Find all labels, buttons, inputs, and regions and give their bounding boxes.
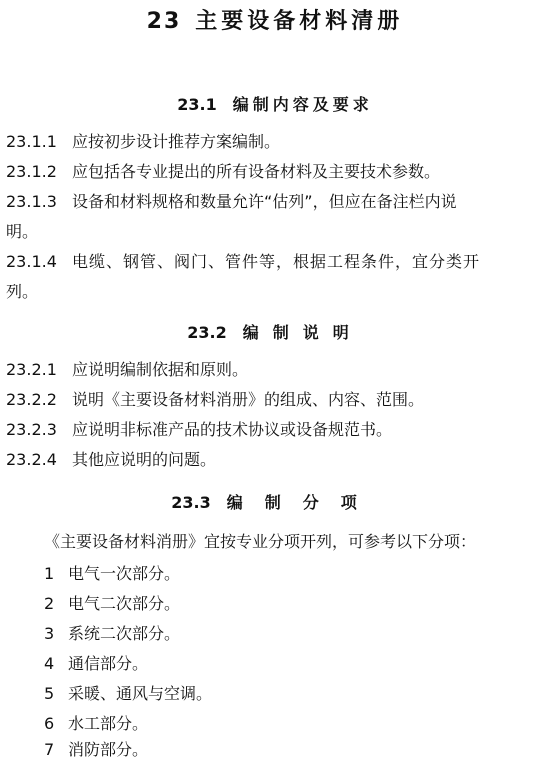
clause-number: 23.2.1 [6,360,57,379]
clause-continuation: 明。 [6,222,39,241]
list-item-text: 采暖、通风与空调。 [68,684,213,703]
chapter-number: 23 [146,9,182,34]
list-item-number: 6 [44,714,55,733]
clause-line [6,358,546,382]
list-item-text: 电气一次部分。 [68,564,181,583]
clause-continuation: 列。 [6,282,39,301]
list-item-number: 2 [44,594,55,613]
clause-line [6,250,546,274]
clause-text: 应按初步设计推荐方案编制。 [72,132,281,151]
section-number: 23.2 [187,323,227,342]
list-item-text: 通信部分。 [68,654,149,673]
list-item-number: 5 [44,684,55,703]
clause-number: 23.2.4 [6,450,57,469]
clause-line [6,388,546,412]
clause-line [6,130,546,154]
section-heading-text: 编制说明 [242,323,363,342]
clause-text: 说明《主要设备材料消册》的组成、内容、范围。 [72,390,425,409]
clause-text: 设备和材料规格和数量允许“估列”，但应在备注栏内说 [72,192,457,211]
section-heading [0,92,550,115]
clause-text: 应包括各专业提出的所有设备材料及主要技术参数。 [72,162,441,181]
clause-line [6,190,546,214]
list-item [44,592,180,616]
list-item [44,622,180,646]
list-item-text: 消防部分。 [68,740,149,759]
chapter-title-text: 主要设备材料清册 [195,9,404,34]
list-item-number: 4 [44,654,55,673]
list-item-text: 水工部分。 [68,714,149,733]
list-item-number: 1 [44,564,55,583]
clause-text: 其他应说明的问题。 [72,450,217,469]
list-item-number: 3 [44,624,55,643]
clause-number: 23.2.3 [6,420,57,439]
section-number: 23.1 [177,95,217,114]
list-item-text: 电气二次部分。 [68,594,181,613]
section-heading [0,320,550,343]
section-heading [0,490,550,513]
list-item-number: 7 [44,740,55,759]
section-heading-text: 编制分项 [226,493,379,512]
clause-number: 23.1.3 [6,192,57,211]
list-item [44,738,148,762]
list-item [44,652,148,676]
section-number: 23.3 [171,493,211,512]
list-intro: 《主要设备材料消册》宜按专业分项开列，可参考以下分项： [44,532,477,551]
clause-line [6,448,546,472]
clause-text: 应说明非标准产品的技术协议或设备规范书。 [72,420,393,439]
clause-number: 23.1.2 [6,162,57,181]
list-item [44,682,212,706]
clause-number: 23.2.2 [6,390,57,409]
list-item [44,562,180,586]
clause-line [6,160,546,184]
clause-number: 23.1.4 [6,252,57,271]
clause-text: 电缆、钢管、阀门、管件等，根据工程条件，宜分类开 [72,252,481,271]
list-item-text: 系统二次部分。 [68,624,181,643]
section-heading-text: 编制内容及要求 [232,95,373,114]
list-item [44,712,148,736]
clause-line [6,418,546,442]
clause-text: 应说明编制依据和原则。 [72,360,249,379]
chapter-title [0,4,550,35]
clause-number: 23.1.1 [6,132,57,151]
